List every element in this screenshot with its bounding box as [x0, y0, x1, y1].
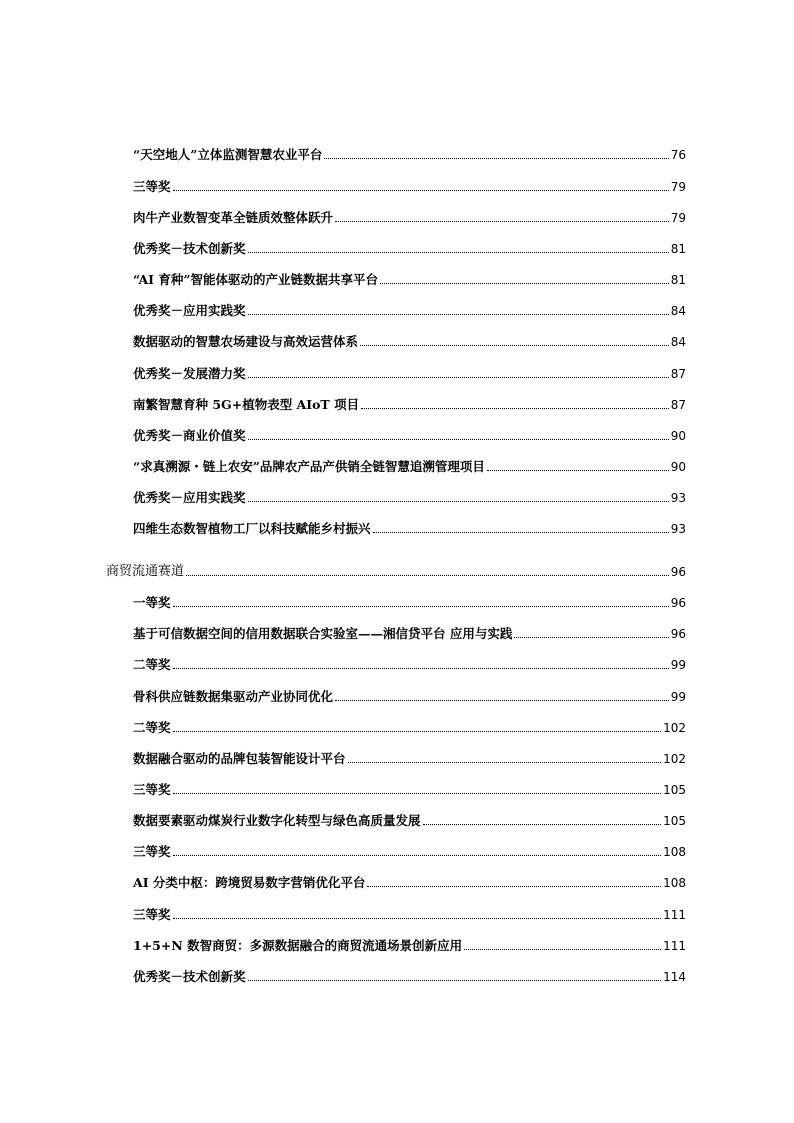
toc-entry-page: 81	[670, 273, 686, 287]
toc-entry[interactable]	[133, 871, 686, 891]
dot-leader	[487, 470, 669, 471]
toc-entry-page: 114	[663, 970, 686, 984]
toc-entry[interactable]	[133, 455, 686, 475]
dot-leader	[248, 377, 669, 378]
toc-entry[interactable]	[133, 175, 686, 195]
toc-entry[interactable]	[133, 330, 686, 350]
toc-entry-page: 79	[670, 180, 686, 194]
toc-entry-title: 三等奖	[133, 782, 171, 797]
toc-entry-page: 84	[670, 304, 686, 318]
toc-entry[interactable]	[133, 934, 686, 954]
toc-entry-title: 三等奖	[133, 179, 171, 194]
toc-entry-page: 90	[670, 460, 686, 474]
dot-leader	[324, 158, 668, 159]
toc-entry-page: 96	[670, 596, 686, 610]
toc-entry-page: 105	[663, 814, 686, 828]
toc-entry[interactable]	[133, 809, 686, 829]
dot-leader	[360, 345, 669, 346]
toc-entry[interactable]	[133, 747, 686, 767]
dot-leader	[173, 668, 669, 669]
toc-entry-title: 基于可信数据空间的信用数据联合实验室——湘信贷平台 应用与实践	[133, 626, 513, 641]
toc-entry-page: 105	[663, 783, 686, 797]
toc-entry[interactable]	[133, 653, 686, 673]
dot-leader	[367, 886, 661, 887]
dot-leader	[373, 532, 669, 533]
toc-entry[interactable]	[133, 424, 686, 444]
toc-entry-title: AI 分类中枢：跨境贸易数字营销优化平台	[133, 875, 366, 890]
dot-leader	[248, 314, 669, 315]
dot-leader	[173, 190, 669, 191]
toc-entry[interactable]	[133, 840, 686, 860]
dot-leader	[248, 501, 669, 502]
toc-entry[interactable]	[133, 685, 686, 705]
toc-section-entry[interactable]	[106, 560, 686, 580]
toc-entry-page: 84	[670, 335, 686, 349]
toc-entry-page: 111	[663, 939, 686, 953]
toc-entry[interactable]	[133, 143, 686, 163]
toc-section-title: 商贸流通赛道	[106, 564, 185, 579]
toc-entry-title: 二等奖	[133, 720, 171, 735]
toc-entry-page: 90	[670, 429, 686, 443]
toc-entry-title: 数据要素驱动煤炭行业数字化转型与绿色高质量发展	[133, 813, 421, 828]
dot-leader	[173, 855, 662, 856]
dot-leader	[335, 700, 669, 701]
dot-leader	[335, 221, 669, 222]
toc-entry-title: “求真溯源・链上农安”品牌农产品产供销全链智慧追溯管理项目	[133, 459, 485, 474]
toc-entry-title: 1+5+N 数智商贸：多源数据融合的商贸流通场景创新应用	[133, 938, 463, 953]
dot-leader	[348, 762, 662, 763]
toc-entry[interactable]	[133, 362, 686, 382]
toc-entry-title: 优秀奖－技术创新奖	[133, 969, 246, 984]
toc-entry[interactable]	[133, 393, 686, 413]
toc-entry-page: 93	[670, 522, 686, 536]
dot-leader	[248, 252, 669, 253]
toc-entry-page: 79	[670, 211, 686, 225]
toc-entry-page: 96	[670, 565, 686, 579]
dot-leader	[173, 731, 662, 732]
dot-leader	[248, 439, 669, 440]
toc-entry[interactable]	[133, 299, 686, 319]
toc-entry-title: “AI 育种”智能体驱动的产业链数据共享平台	[133, 272, 379, 287]
toc-entry-title: 三等奖	[133, 844, 171, 859]
toc-entry-page: 76	[670, 148, 686, 162]
toc-entry-page: 108	[663, 845, 686, 859]
toc-entry-page: 96	[670, 627, 686, 641]
toc-entry[interactable]	[133, 486, 686, 506]
dot-leader	[361, 408, 669, 409]
toc-entry-title: 骨科供应链数据集驱动产业协同优化	[133, 689, 334, 704]
toc-entry-title: 二等奖	[133, 657, 171, 672]
dot-leader	[173, 793, 662, 794]
toc-entry-page: 87	[670, 398, 686, 412]
dot-leader	[423, 824, 662, 825]
toc-entry[interactable]	[133, 591, 686, 611]
toc-entry-page: 102	[663, 752, 686, 766]
toc-entry-page: 99	[670, 658, 686, 672]
dot-leader	[186, 575, 669, 576]
toc-entry-title: 肉牛产业数智变革全链质效整体跃升	[133, 210, 334, 225]
dot-leader	[173, 606, 669, 607]
toc-entry-title: 南繁智慧育种 5G+植物表型 AIoT 项目	[133, 397, 360, 412]
toc-entry-page: 81	[670, 242, 686, 256]
toc-entry-title: 数据驱动的智慧农场建设与高效运营体系	[133, 334, 359, 349]
dot-leader	[464, 949, 661, 950]
toc-entry[interactable]	[133, 622, 686, 642]
toc-entry-page: 99	[670, 690, 686, 704]
toc-entry-page: 93	[670, 491, 686, 505]
toc-entry[interactable]	[133, 965, 686, 985]
dot-leader	[380, 283, 669, 284]
dot-leader	[173, 918, 662, 919]
toc-entry[interactable]	[133, 237, 686, 257]
toc-entry-title: 优秀奖－商业价值奖	[133, 428, 246, 443]
toc-entry-title: 一等奖	[133, 595, 171, 610]
toc-entry-title: 数据融合驱动的品牌包装智能设计平台	[133, 751, 346, 766]
toc-entry[interactable]	[133, 778, 686, 798]
toc-entry-title: 三等奖	[133, 907, 171, 922]
toc-entry[interactable]	[133, 517, 686, 537]
toc-entry-page: 111	[663, 908, 686, 922]
toc-entry-title: 优秀奖－应用实践奖	[133, 490, 246, 505]
toc-entry-title: “天空地人”立体监测智慧农业平台	[133, 147, 323, 162]
toc-entry[interactable]	[133, 903, 686, 923]
toc-entry-page: 87	[670, 367, 686, 381]
toc-entry[interactable]	[133, 716, 686, 736]
toc-entry[interactable]	[133, 268, 686, 288]
toc-entry-page: 108	[663, 876, 686, 890]
toc-entry-title: 优秀奖－发展潜力奖	[133, 366, 246, 381]
dot-leader	[248, 980, 662, 981]
dot-leader	[514, 637, 668, 638]
toc-entry-title: 优秀奖－技术创新奖	[133, 241, 246, 256]
toc-entry[interactable]	[133, 206, 686, 226]
toc-entry-title: 四维生态数智植物工厂以科技赋能乡村振兴	[133, 521, 371, 536]
toc-entry-page: 102	[663, 721, 686, 735]
toc-entry-title: 优秀奖－应用实践奖	[133, 303, 246, 318]
